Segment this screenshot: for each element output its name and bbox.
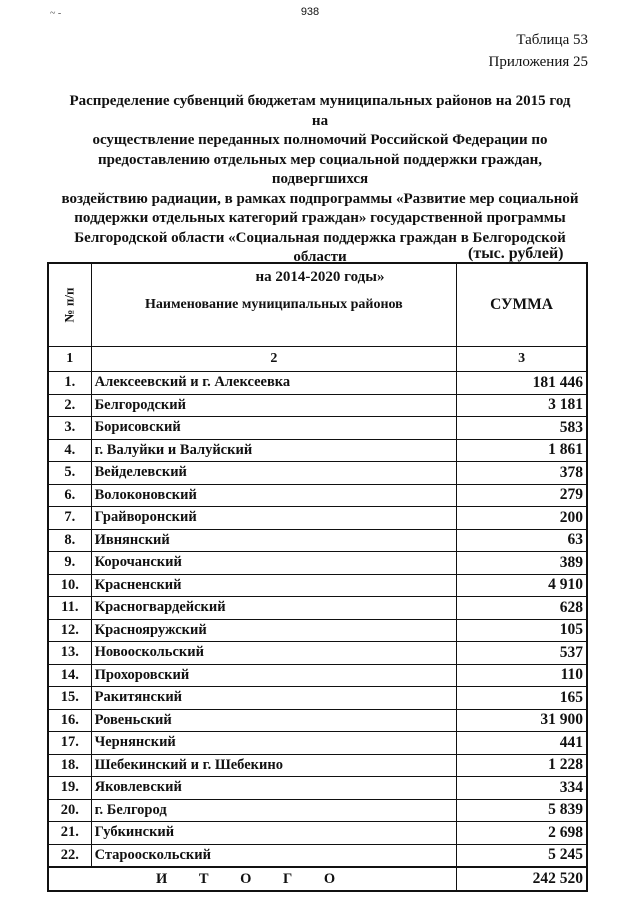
row-number: 10. [48, 574, 91, 597]
row-sum: 5 839 [457, 799, 587, 822]
row-sum: 583 [457, 417, 587, 440]
table-row [48, 394, 587, 417]
row-number: 1. [48, 372, 91, 395]
column-number-row [48, 347, 587, 372]
table-row [48, 619, 587, 642]
row-number: 7. [48, 507, 91, 530]
row-number: 6. [48, 484, 91, 507]
row-number: 12. [48, 619, 91, 642]
row-sum: 105 [457, 619, 587, 642]
table-row [48, 484, 587, 507]
row-sum: 4 910 [457, 574, 587, 597]
row-district-name: Волоконовский [91, 484, 457, 507]
corner-mark: ~ - [50, 8, 62, 19]
title-line: Белгородской области «Социальная поддержка граждан в Белгородской области [74, 229, 566, 265]
row-district-name: Ровеньский [91, 709, 457, 732]
row-district-name: Прохоровский [91, 664, 457, 687]
table-row [48, 417, 587, 440]
table-row [48, 687, 587, 710]
table-row [48, 777, 587, 800]
row-district-name: Борисовский [91, 417, 457, 440]
row-sum: 2 698 [457, 822, 587, 845]
row-number: 14. [48, 664, 91, 687]
column-number: 3 [457, 347, 587, 372]
row-number: 5. [48, 462, 91, 485]
appendix-label: Приложения 25 [488, 54, 588, 70]
row-sum: 165 [457, 687, 587, 710]
title-line: осуществление переданных полномочий Российской Федерации по [92, 132, 548, 148]
table-row [48, 507, 587, 530]
table-row [48, 709, 587, 732]
row-sum: 628 [457, 597, 587, 620]
table-row [48, 844, 587, 867]
row-district-name: Вейделевский [91, 462, 457, 485]
units-label: (тыс. рублей) [468, 245, 564, 262]
title-line: воздействию радиации, в рамках подпрограммы «Развитие мер социальной [61, 190, 579, 207]
row-district-name: Красногвардейский [91, 597, 457, 620]
title-line: на 2014-2020 годы» [255, 268, 385, 285]
row-sum: 389 [457, 552, 587, 575]
row-district-name: г. Белгород [91, 799, 457, 822]
table-row [48, 439, 587, 462]
table-row [48, 642, 587, 665]
page-number: 938 [300, 6, 320, 18]
row-sum: 334 [457, 777, 587, 800]
row-number: 18. [48, 754, 91, 777]
title-line: Распределение субвенций бюджетам муниципальных районов на 2015 год на [69, 93, 571, 129]
row-sum: 63 [457, 529, 587, 552]
header-name: Наименование муниципальных районов [91, 263, 457, 347]
row-sum: 1 861 [457, 439, 587, 462]
row-sum: 110 [457, 664, 587, 687]
table-header-row [48, 263, 587, 347]
row-district-name: Красненский [91, 574, 457, 597]
row-district-name: Ивнянский [91, 529, 457, 552]
row-number: 8. [48, 529, 91, 552]
row-number: 20. [48, 799, 91, 822]
row-number: 13. [48, 642, 91, 665]
table-row [48, 754, 587, 777]
total-row [48, 867, 587, 891]
row-sum: 279 [457, 484, 587, 507]
row-district-name: Корочанский [91, 552, 457, 575]
table-row [48, 732, 587, 755]
table-label: Таблица 53 [516, 32, 588, 48]
total-label: И Т О Г О [48, 867, 457, 891]
title-line: предоставлению отдельных мер социальной поддержки граждан, подвергшихся [97, 151, 543, 187]
table-row [48, 529, 587, 552]
header-num-cell [48, 263, 91, 347]
row-sum: 3 181 [457, 394, 587, 417]
row-number: 22. [48, 844, 91, 867]
row-number: 4. [48, 439, 91, 462]
row-number: 9. [48, 552, 91, 575]
table-row [48, 822, 587, 845]
table-row [48, 372, 587, 395]
row-district-name: Грайворонский [91, 507, 457, 530]
row-number: 2. [48, 394, 91, 417]
table-row [48, 664, 587, 687]
row-sum: 31 900 [457, 709, 587, 732]
row-number: 3. [48, 417, 91, 440]
subsidy-table [47, 262, 588, 892]
table-row [48, 597, 587, 620]
column-number: 1 [48, 347, 91, 372]
row-number: 11. [48, 597, 91, 620]
title-line: поддержки отдельных категорий граждан» государственной программы [74, 210, 566, 226]
column-number: 2 [91, 347, 457, 372]
row-district-name: Шебекинский и г. Шебекино [91, 754, 457, 777]
row-district-name: Яковлевский [91, 777, 457, 800]
row-number: 19. [48, 777, 91, 800]
row-sum: 200 [457, 507, 587, 530]
table-row [48, 799, 587, 822]
row-number: 16. [48, 709, 91, 732]
row-district-name: Новооскольский [91, 642, 457, 665]
row-number: 21. [48, 822, 91, 845]
row-sum: 5 245 [457, 844, 587, 867]
row-district-name: Краснояружский [91, 619, 457, 642]
header-sum: СУММА [457, 263, 587, 347]
row-district-name: г. Валуйки и Валуйский [91, 439, 457, 462]
row-district-name: Ракитянский [91, 687, 457, 710]
row-number: 15. [48, 687, 91, 710]
row-sum: 1 228 [457, 754, 587, 777]
row-sum: 441 [457, 732, 587, 755]
row-sum: 378 [457, 462, 587, 485]
header-num: № п/п [61, 287, 77, 322]
row-number: 17. [48, 732, 91, 755]
table-row [48, 462, 587, 485]
total-sum: 242 520 [457, 867, 587, 891]
table-row [48, 552, 587, 575]
row-district-name: Губкинский [91, 822, 457, 845]
row-district-name: Чернянский [91, 732, 457, 755]
row-district-name: Старооскольский [91, 844, 457, 867]
row-district-name: Алексеевский и г. Алексеевка [91, 372, 457, 395]
table-row [48, 574, 587, 597]
row-district-name: Белгородский [91, 394, 457, 417]
row-sum: 181 446 [457, 372, 587, 395]
row-sum: 537 [457, 642, 587, 665]
